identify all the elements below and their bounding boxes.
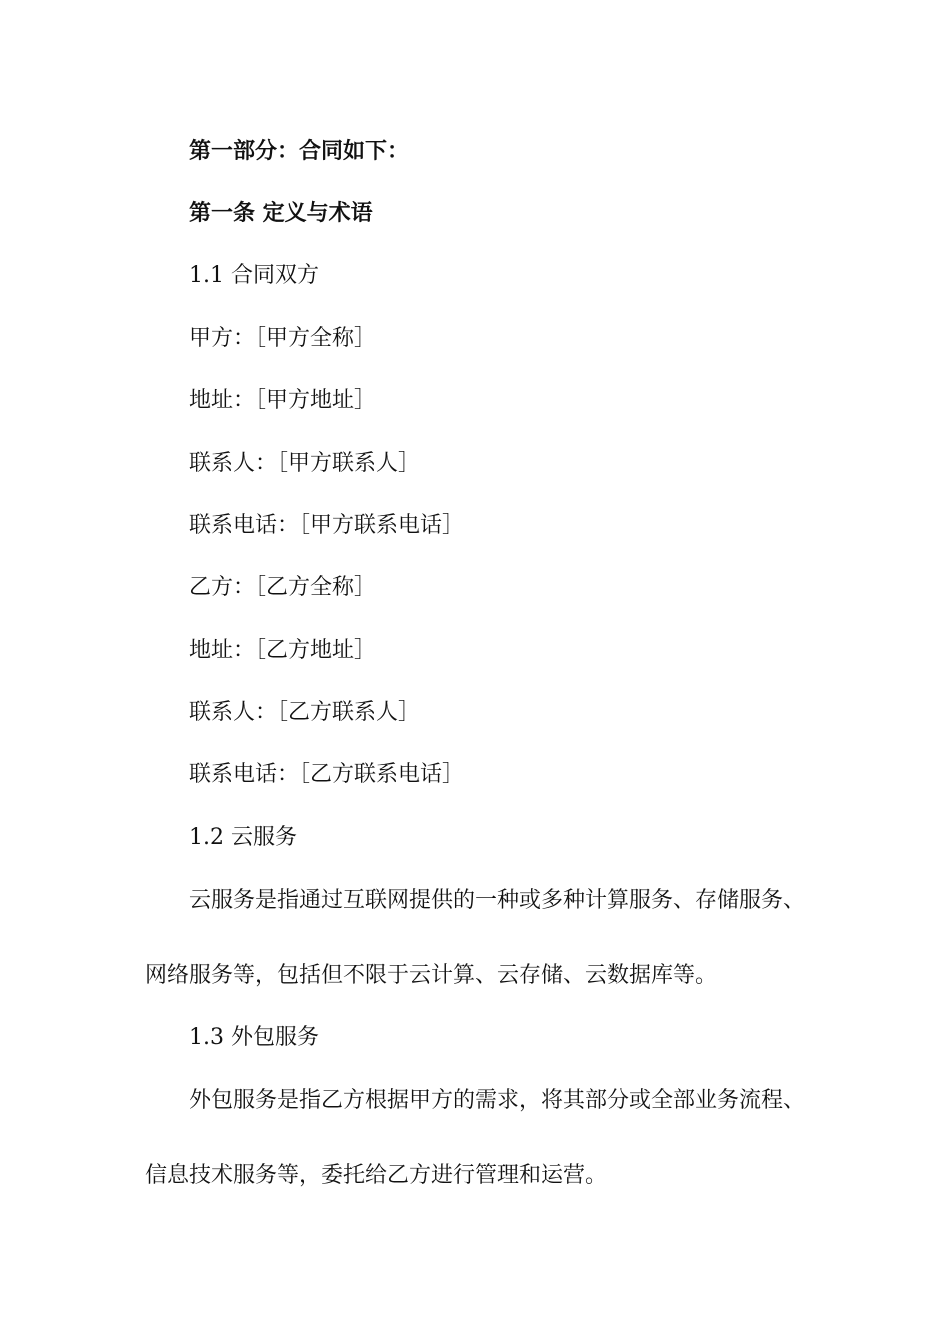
section-1-2-heading: 1.2 云服务 [189, 825, 297, 850]
party-a-name: 甲方：［甲方全称］ [189, 326, 377, 351]
party-b-phone: 联系电话：［乙方联系电话］ [189, 762, 465, 787]
party-a-phone: 联系电话：［甲方联系电话］ [189, 513, 465, 538]
cloud-paragraph-line-1: 云服务是指通过互联网提供的一种或多种计算服务、存储服务、 [189, 888, 806, 913]
section-1-3-heading: 1.3 外包服务 [189, 1025, 319, 1050]
party-a-contact: 联系人：［甲方联系人］ [189, 451, 421, 476]
party-b-contact: 联系人：［乙方联系人］ [189, 700, 421, 725]
section-1-1-heading: 1.1 合同双方 [189, 263, 319, 288]
outsource-paragraph-line-2: 信息技术服务等，委托给乙方进行管理和运营。 [145, 1163, 608, 1188]
outsource-paragraph-line-1: 外包服务是指乙方根据甲方的需求，将其部分或全部业务流程、 [189, 1088, 806, 1113]
party-b-name: 乙方：［乙方全称］ [189, 575, 377, 600]
article-heading: 第一条 定义与术语 [189, 201, 373, 226]
cloud-paragraph-line-2: 网络服务等，包括但不限于云计算、云存储、云数据库等。 [145, 963, 718, 988]
part-heading: 第一部分：合同如下： [189, 139, 410, 164]
party-b-address: 地址：［乙方地址］ [189, 638, 377, 663]
party-a-address: 地址：［甲方地址］ [189, 388, 377, 413]
